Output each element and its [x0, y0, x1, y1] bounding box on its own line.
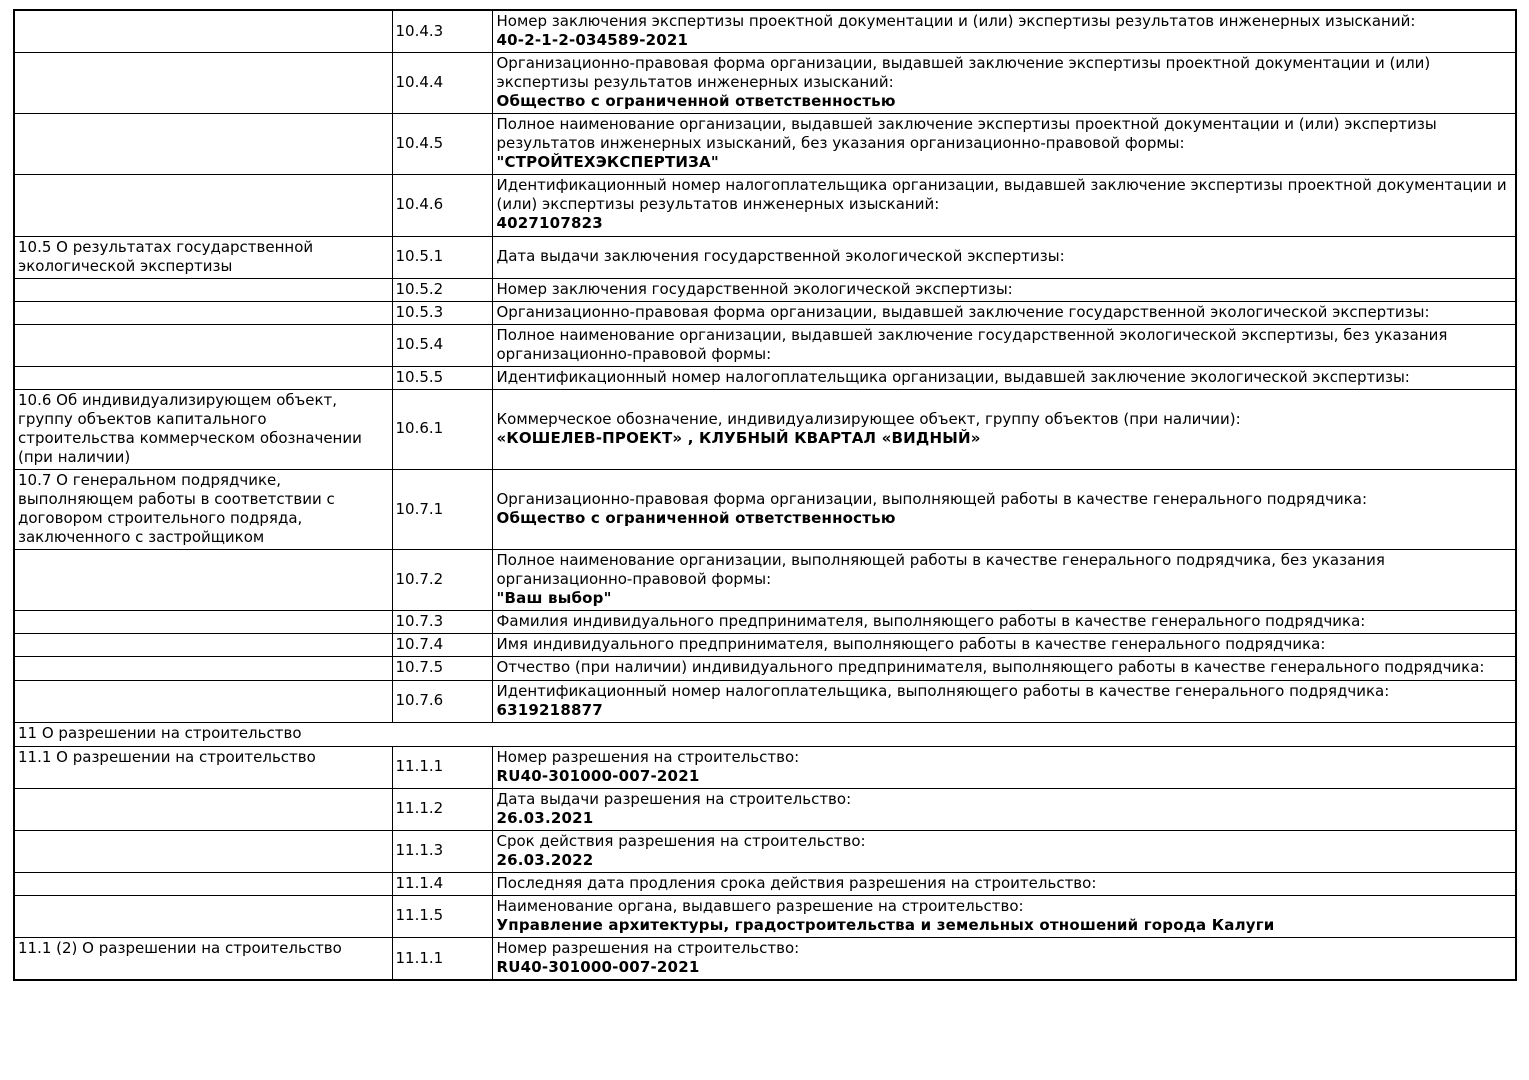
- section-cell: 11.1 О разрешении на строительство: [14, 746, 392, 788]
- code-cell: 10.4.4: [392, 53, 492, 114]
- code-cell: 11.1.5: [392, 895, 492, 937]
- description-cell: [492, 657, 1516, 680]
- description-cell: [492, 10, 1516, 53]
- section-cell: [14, 550, 392, 611]
- section-cell: 10.7 О генеральном подрядчике, выполняющем работы в соответствии с договором строительного подряда, заключенного с застройщиком: [14, 470, 392, 550]
- section-cell: [14, 324, 392, 366]
- field-label: Идентификационный номер налогоплательщика организации, выдавшей заключение экспертизы проектной документации и (или) экспертизы результатов инженерных изысканий:: [496, 176, 1507, 214]
- field-label: Полное наименование организации, выдавшей заключение экспертизы проектной документации и (или) экспертизы результатов инженерных изысканий, без указания организационно-правовой формы:: [496, 115, 1437, 153]
- field-value: RU40-301000-007-2021: [496, 766, 700, 785]
- field-label: Организационно-правовая форма организации, выдавшей заключение экспертизы проектной документации и (или) экспертизы результатов инженерных изысканий:: [496, 54, 1431, 92]
- description-cell: [492, 746, 1516, 788]
- description-cell: [492, 634, 1516, 657]
- code-cell: 10.7.2: [392, 550, 492, 611]
- description-cell: [492, 470, 1516, 550]
- section-cell: [14, 10, 392, 53]
- code-cell: 11.1.2: [392, 788, 492, 830]
- field-value: "СТРОЙТЕХЭКСПЕРТИЗА": [496, 153, 719, 172]
- table-row: [14, 175, 1516, 236]
- section-heading: 11 О разрешении на строительство: [14, 722, 1516, 746]
- field-value: Общество с ограниченной ответственностью: [496, 509, 896, 528]
- field-label: Фамилия индивидуального предпринимателя, выполняющего работы в качестве генерального подрядчика:: [496, 612, 1366, 631]
- code-cell: 10.6.1: [392, 389, 492, 469]
- field-label: Номер заключения экспертизы проектной документации и (или) экспертизы результатов инженерных изысканий:: [496, 12, 1416, 30]
- field-value: 6319218877: [496, 700, 603, 719]
- section-cell: [14, 872, 392, 895]
- section-cell: [14, 680, 392, 722]
- field-label: Идентификационный номер налогоплательщика организации, выдавшей заключение экологической экспертизы:: [496, 367, 1410, 386]
- code-cell: 10.7.6: [392, 680, 492, 722]
- field-value: Общество с ограниченной ответственностью: [496, 92, 896, 111]
- code-cell: 10.5.1: [392, 236, 492, 278]
- field-value: 26.03.2022: [496, 850, 594, 869]
- field-value: Управление архитектуры, градостроительства и земельных отношений города Калуги: [496, 915, 1275, 934]
- field-value: 26.03.2021: [496, 808, 594, 827]
- field-label: Идентификационный номер налогоплательщика, выполняющего работы в качестве генерального подрядчика:: [496, 681, 1390, 700]
- field-label: Наименование органа, выдавшего разрешение на строительство:: [496, 896, 1024, 915]
- section-cell: [14, 611, 392, 634]
- field-label: Отчество (при наличии) индивидуального предпринимателя, выполняющего работы в качестве генерального подрядчика:: [496, 658, 1485, 677]
- section-cell: [14, 634, 392, 657]
- field-label: Организационно-правовая форма организации, выдавшей заключение государственной экологической экспертизы:: [496, 302, 1430, 321]
- description-cell: [492, 324, 1516, 366]
- description-cell: [492, 366, 1516, 389]
- table-row: [14, 366, 1516, 389]
- code-cell: 10.4.6: [392, 175, 492, 236]
- description-cell: [492, 895, 1516, 937]
- section-cell: [14, 788, 392, 830]
- section-cell: 10.6 Об индивидуализирующем объект, группу объектов капитального строительства коммерческом обозначении (при наличии): [14, 389, 392, 469]
- code-cell: 11.1.4: [392, 872, 492, 895]
- field-value: «КОШЕЛЕВ-ПРОЕКТ» , КЛУБНЫЙ КВАРТАЛ «ВИДНЫЙ»: [496, 428, 981, 447]
- table-row: [14, 895, 1516, 937]
- field-value: RU40-301000-007-2021: [496, 958, 700, 977]
- section-cell: [14, 830, 392, 872]
- field-value: "Ваш выбор": [496, 589, 612, 608]
- code-cell: 10.7.4: [392, 634, 492, 657]
- code-cell: 10.4.5: [392, 114, 492, 175]
- section-cell: [14, 301, 392, 324]
- code-cell: 10.5.5: [392, 366, 492, 389]
- description-cell: [492, 938, 1516, 981]
- field-label: Дата выдачи заключения государственной экологической экспертизы:: [496, 247, 1065, 266]
- field-label: Срок действия разрешения на строительство:: [496, 831, 866, 850]
- code-cell: 11.1.1: [392, 746, 492, 788]
- section-cell: [14, 175, 392, 236]
- table-row: [14, 10, 1516, 53]
- description-cell: [492, 680, 1516, 722]
- table-row: [14, 470, 1516, 550]
- section-cell: [14, 366, 392, 389]
- description-cell: [492, 301, 1516, 324]
- table-row: [14, 872, 1516, 895]
- field-label: Номер разрешения на строительство:: [496, 747, 800, 766]
- field-label: Номер заключения государственной экологической экспертизы:: [496, 279, 1013, 298]
- code-cell: 10.7.5: [392, 657, 492, 680]
- field-label: Полное наименование организации, выдавшей заключение государственной экологической экспертизы, без указания организационно-правовой формы:: [496, 325, 1448, 363]
- field-value: 40-2-1-2-034589-2021: [496, 31, 689, 50]
- table-row: [14, 53, 1516, 114]
- code-cell: 10.7.1: [392, 470, 492, 550]
- table-body: [14, 10, 1516, 980]
- field-label: Организационно-правовая форма организации, выполняющей работы в качестве генерального подрядчика:: [496, 490, 1367, 509]
- section-cell: 10.5 О результатах государственной экологической экспертизы: [14, 236, 392, 278]
- description-cell: [492, 830, 1516, 872]
- description-cell: [492, 550, 1516, 611]
- code-cell: 10.7.3: [392, 611, 492, 634]
- table-row: [14, 830, 1516, 872]
- description-cell: [492, 788, 1516, 830]
- table-row: [14, 680, 1516, 722]
- description-cell: [492, 114, 1516, 175]
- table-row: [14, 389, 1516, 469]
- table-row: [14, 550, 1516, 611]
- section-cell: 11.1 (2) О разрешении на строительство: [14, 938, 392, 981]
- table-row: [14, 722, 1516, 746]
- description-cell: [492, 278, 1516, 301]
- code-cell: 10.5.4: [392, 324, 492, 366]
- description-cell: [492, 236, 1516, 278]
- table-row: [14, 634, 1516, 657]
- table-row: [14, 301, 1516, 324]
- table-row: [14, 746, 1516, 788]
- field-value: 4027107823: [496, 214, 603, 233]
- table-row: [14, 324, 1516, 366]
- table-row: [14, 114, 1516, 175]
- description-cell: [492, 389, 1516, 469]
- table-row: [14, 938, 1516, 981]
- code-cell: 11.1.1: [392, 938, 492, 981]
- table-row: [14, 236, 1516, 278]
- code-cell: 11.1.3: [392, 830, 492, 872]
- field-label: Номер разрешения на строительство:: [496, 939, 800, 958]
- section-cell: [14, 278, 392, 301]
- table-row: [14, 657, 1516, 680]
- description-cell: [492, 872, 1516, 895]
- code-cell: 10.5.3: [392, 301, 492, 324]
- field-label: Дата выдачи разрешения на строительство:: [496, 789, 852, 808]
- description-cell: [492, 175, 1516, 236]
- table-row: [14, 611, 1516, 634]
- field-label: Последняя дата продления срока действия разрешения на строительство:: [496, 873, 1097, 892]
- declaration-table: [13, 9, 1517, 981]
- section-cell: [14, 53, 392, 114]
- description-cell: [492, 611, 1516, 634]
- field-label: Коммерческое обозначение, индивидуализирующее объект, группу объектов (при наличии):: [496, 409, 1241, 428]
- table-row: [14, 788, 1516, 830]
- code-cell: 10.5.2: [392, 278, 492, 301]
- section-cell: [14, 657, 392, 680]
- field-label: Полное наименование организации, выполняющей работы в качестве генерального подрядчика, без указания организационно-правовой формы:: [496, 551, 1385, 589]
- description-cell: [492, 53, 1516, 114]
- section-cell: [14, 895, 392, 937]
- code-cell: 10.4.3: [392, 10, 492, 53]
- section-cell: [14, 114, 392, 175]
- field-label: Имя индивидуального предпринимателя, выполняющего работы в качестве генерального подрядчика:: [496, 635, 1326, 654]
- table-row: [14, 278, 1516, 301]
